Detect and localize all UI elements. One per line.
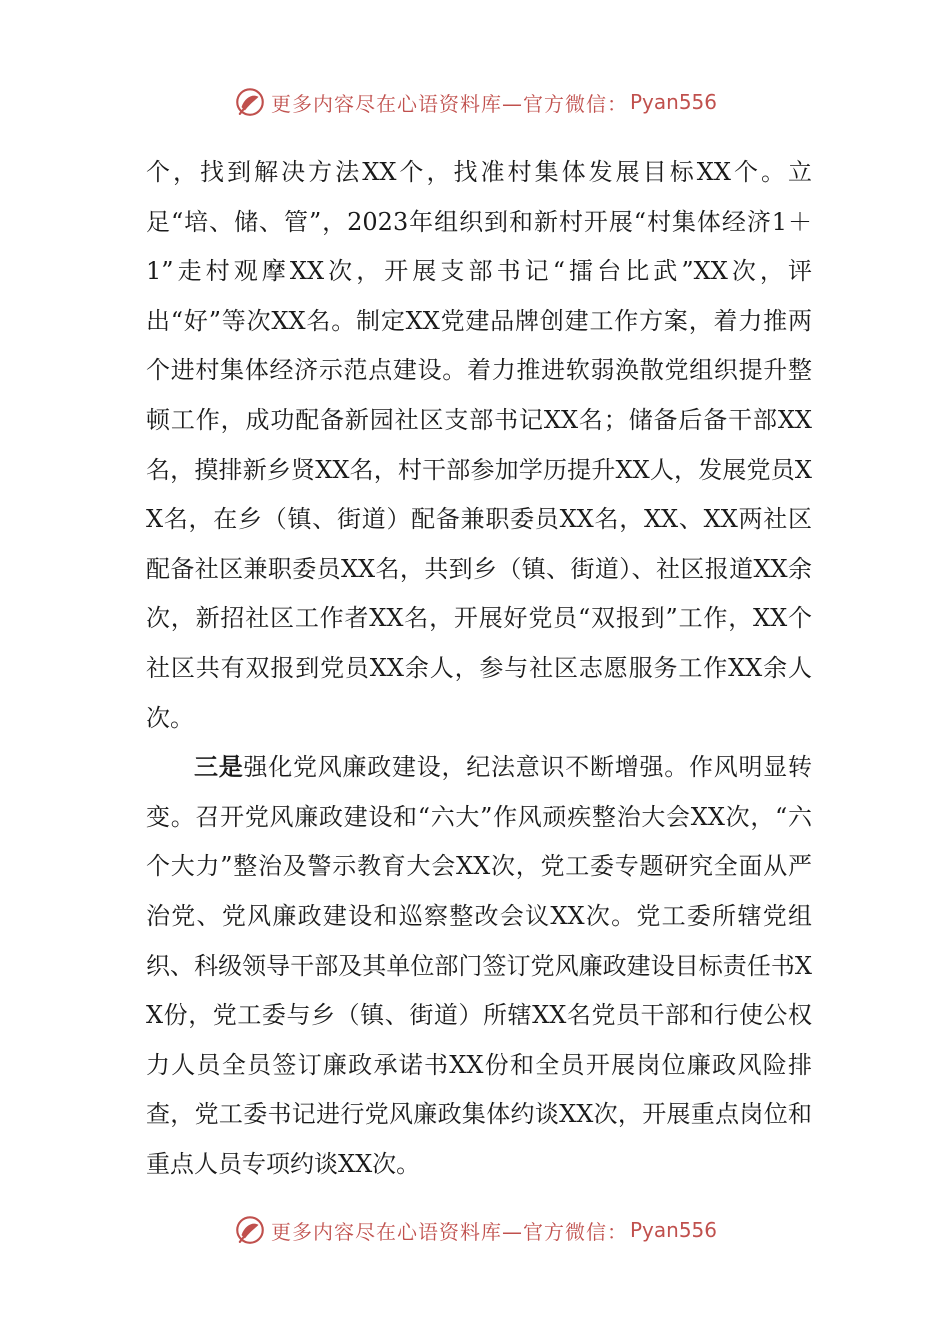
document-body bbox=[146, 148, 812, 1189]
watermark-wechat-id: Pyan556 bbox=[629, 90, 717, 114]
footer-watermark bbox=[0, 1208, 950, 1252]
paragraph-1: 个，找到解决方法XX个，找准村集体发展目标XX个。立足“培、储、管”，2023年组织到和新村开展“村集体经济1＋1”走村观摩XX次，开展支部书记“擂台比武”XX次，评出“好”等次XX名。制定XX党建品牌创建工作方案，着力推两个进村集体经济示范点建设。着力推进软弱涣散党组织提升整顿工作，成功配备新园社区支部书记XX名；储备后备干部XX名，摸排新乡贤XX名，村干部参加学历提升XX人，发展党员XX名，在乡（镇、街道）配备兼职委员XX名，XX、XX两社区配备社区兼职委员XX名，共到乡（镇、街道）、社区报道XX余次，新招社区工作者XX名，开展好党员“双报到”工作，XX个社区共有双报到党员XX余人，参与社区志愿服务工作XX余人次。 bbox=[146, 158, 812, 732]
paragraph-2-lead: 三是 bbox=[194, 753, 244, 782]
pen-swirl-logo-icon bbox=[233, 85, 267, 119]
header-watermark bbox=[0, 80, 950, 124]
watermark-text: 更多内容尽在心语资料库—官方微信： bbox=[270, 91, 628, 116]
paragraph-2-text: 强化党风廉政建设，纪法意识不断增强。作风明显转变。召开党风廉政建设和“六大”作风顽疾整治大会XX次，“六个大力”整治及警示教育大会XX次，党工委专题研究全面从严治党、党风廉政建设和巡察整改会议XX次。党工委所辖党组织、科级领导干部及其单位部门签订党风廉政建设目标责任书XX份，党工委与乡（镇、街道）所辖XX名党员干部和行使公权力人员全员签订廉政承诺书XX份和全员开展岗位廉政风险排查，党工委书记进行党风廉政集体约谈XX次，开展重点岗位和重点人员专项约谈XX次。 bbox=[146, 753, 812, 1178]
watermark-wechat-id: Pyan556 bbox=[629, 1218, 717, 1242]
pen-swirl-logo-icon bbox=[233, 1213, 267, 1247]
paragraph-2 bbox=[146, 743, 812, 1189]
watermark-text: 更多内容尽在心语资料库—官方微信： bbox=[270, 1219, 628, 1244]
